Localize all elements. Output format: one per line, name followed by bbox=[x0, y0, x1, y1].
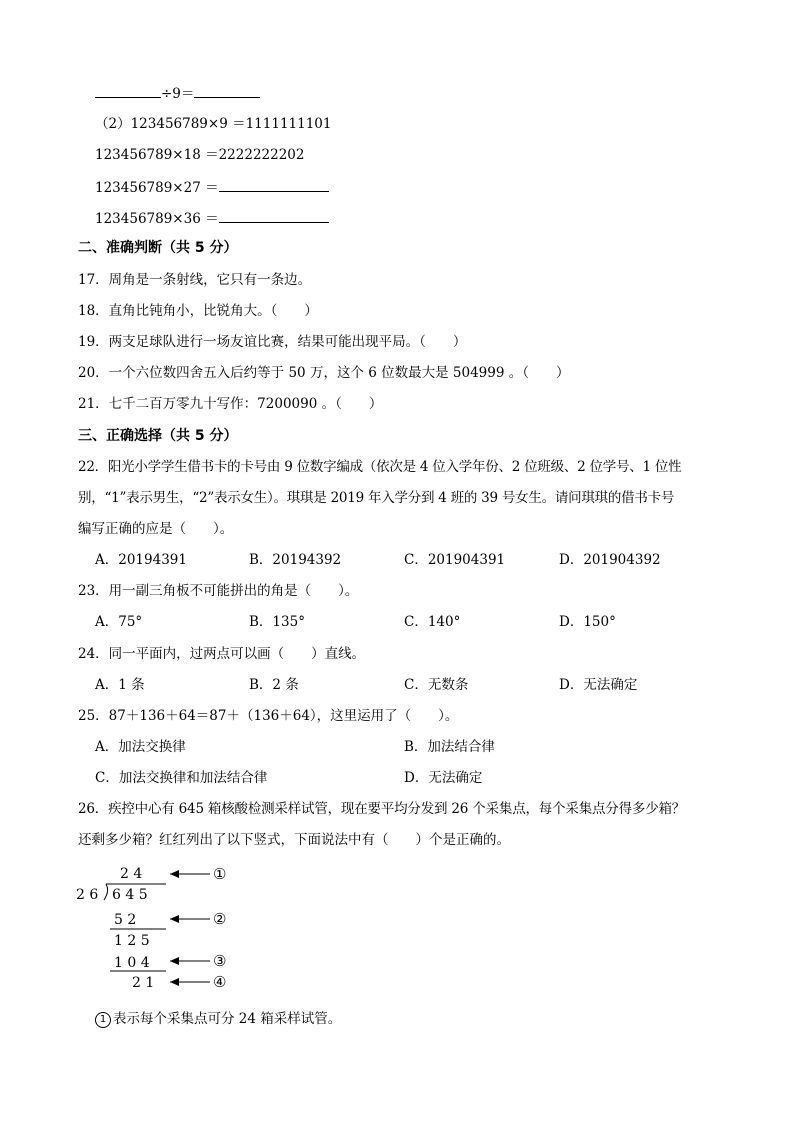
question-18: 18．直角比钝角小，比锐角大。（ ） bbox=[78, 303, 318, 319]
dividend: 6 4 5 bbox=[112, 887, 148, 903]
marker-1: ① bbox=[213, 865, 227, 883]
question-26-line1: 26．疾控中心有 645 箱核酸检测采样试管，现在要平均分发到 26 个采集点，每个采集点分得多少箱？ bbox=[78, 801, 686, 817]
option-a[interactable]: A．加法交换律 bbox=[95, 739, 186, 755]
arrow-1 bbox=[170, 870, 210, 878]
subtrahend-2: 1 0 4 bbox=[114, 955, 150, 971]
question-19: 19．两支足球队进行一场友谊比赛，结果可能出现平局。（ ） bbox=[78, 334, 467, 350]
option-a[interactable]: A．1 条 bbox=[95, 677, 145, 693]
remainder-2: 2 1 bbox=[132, 975, 155, 991]
remainder-1: 1 2 5 bbox=[114, 933, 150, 949]
option-a[interactable]: A．75° bbox=[95, 614, 143, 630]
question-23: 23．用一副三角板不可能拼出的角是（ ）。 bbox=[78, 583, 359, 599]
marker-4: ④ bbox=[213, 973, 227, 991]
question-22-line1: 22．阳光小学学生借书卡的卡号由 9 位数字编成（依次是 4 位入学年份、2 位班级、2 位学号、1 位性 bbox=[78, 459, 682, 475]
arrow-4 bbox=[170, 978, 210, 986]
option-c[interactable]: C．201904391 bbox=[404, 552, 506, 568]
option-b[interactable]: B．加法结合律 bbox=[404, 739, 495, 755]
marker-3: ③ bbox=[213, 952, 227, 970]
equation-line: 123456789×18 ＝2222222202 bbox=[95, 147, 305, 163]
option-d[interactable]: D．无法确定 bbox=[559, 677, 638, 693]
option-d[interactable]: D．150° bbox=[559, 614, 616, 630]
blank-row bbox=[95, 84, 260, 103]
option-c[interactable]: C．无数条 bbox=[404, 677, 469, 693]
option-b[interactable]: B．135° bbox=[249, 614, 305, 630]
question-21: 21．七千二百万零九十写作：7200090 。（ ） bbox=[78, 396, 383, 412]
question-22-line3: 编写正确的应是（ ）。 bbox=[78, 521, 234, 537]
option-d[interactable]: D．201904392 bbox=[559, 552, 661, 568]
equation-text: 123456789×27 ＝ bbox=[95, 180, 219, 196]
divisor: 2 6 bbox=[76, 887, 99, 903]
question-24: 24．同一平面内，过两点可以画（ ）直线。 bbox=[78, 646, 366, 662]
statement-1 bbox=[95, 1010, 341, 1028]
question-26-line2: 还剩多少箱？红红列出了以下竖式，下面说法中有（ ）个是正确的。 bbox=[78, 832, 510, 848]
equation-line bbox=[95, 209, 329, 228]
statement-text: 表示每个采集点可分 24 箱采样试管。 bbox=[113, 1011, 342, 1027]
marker-2: ② bbox=[213, 910, 227, 928]
section-heading: 二、准确判断（共 5 分） bbox=[78, 240, 238, 256]
equation-text: 123456789×36 ＝ bbox=[95, 211, 219, 227]
answer-blank[interactable] bbox=[95, 84, 161, 98]
equation-line: （2）123456789×9 ＝1111111101 bbox=[95, 116, 332, 132]
answer-blank[interactable] bbox=[194, 84, 260, 98]
long-division-diagram bbox=[70, 862, 270, 992]
division-expr: ÷9＝ bbox=[161, 86, 195, 102]
question-22-line2: 别，“1”表示男生，“2”表示女生）。琪琪是 2019 年入学分到 4 班的 39 号女生。请问琪琪的借书卡号 bbox=[78, 490, 675, 506]
option-c[interactable]: C．140° bbox=[404, 614, 461, 630]
option-c[interactable]: C．加法交换律和加法结合律 bbox=[95, 770, 268, 786]
answer-blank[interactable] bbox=[219, 209, 329, 223]
question-17: 17．周角是一条射线，它只有一条边。 bbox=[78, 272, 312, 288]
subtrahend-1: 5 2 bbox=[114, 912, 137, 928]
equation-line bbox=[95, 178, 329, 197]
question-25: 25．87＋136＋64＝87＋（136＋64），这里运用了（ ）。 bbox=[78, 708, 459, 724]
answer-blank[interactable] bbox=[219, 178, 329, 192]
section-heading: 三、正确选择（共 5 分） bbox=[78, 428, 238, 444]
arrow-2 bbox=[170, 915, 210, 923]
circled-number-1: 1 bbox=[95, 1012, 111, 1028]
quotient: 2 4 bbox=[120, 866, 143, 882]
arrow-3 bbox=[170, 957, 210, 965]
option-a[interactable]: A．20194391 bbox=[95, 552, 187, 568]
division-bracket bbox=[104, 884, 108, 900]
option-d[interactable]: D．无法确定 bbox=[404, 770, 483, 786]
question-20: 20．一个六位数四舍五入后约等于 50 万，这个 6 位数最大是 504999 。（ ） bbox=[78, 365, 570, 381]
option-b[interactable]: B．20194392 bbox=[249, 552, 342, 568]
option-b[interactable]: B．2 条 bbox=[249, 677, 299, 693]
